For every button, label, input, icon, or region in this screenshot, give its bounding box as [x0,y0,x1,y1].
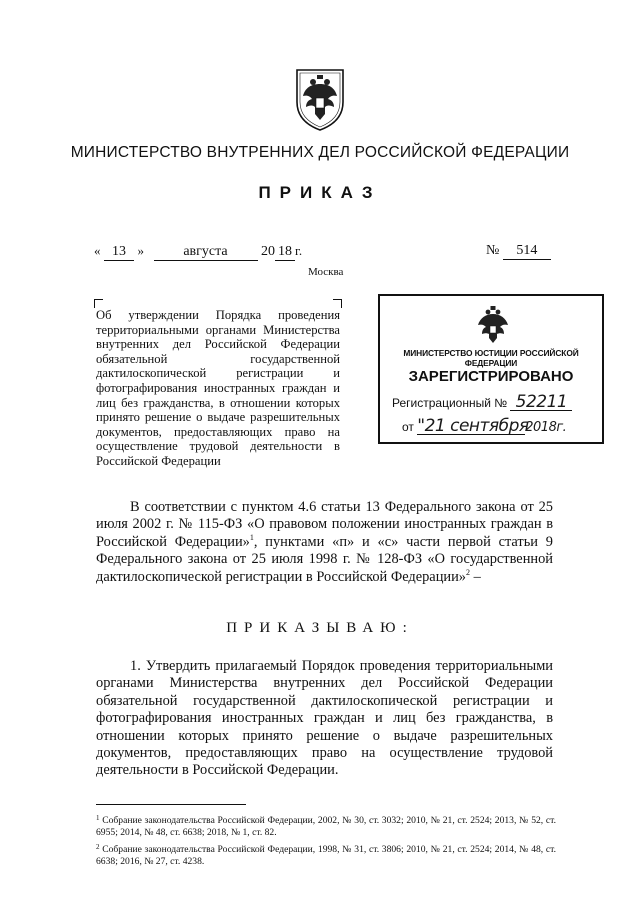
footnote-ref-1[interactable]: 1 [249,533,254,543]
coat-of-arms-icon [475,304,511,344]
order-number [486,243,551,260]
footnote-ref-2[interactable]: 2 [466,567,470,577]
bracket-top-right [333,299,342,308]
stamp-reg-label: Регистрационный № [392,396,508,410]
city-label: Москва [308,266,344,278]
coat-of-arms-icon [293,62,347,132]
order-word: ПРИКАЗЫВАЮ: [226,620,414,636]
preamble-text-end: – [470,568,481,585]
registration-stamp [378,294,604,444]
footnote-2-text: Собрание законодательства Российской Федерации, 1998, № 31, ст. 3806; 2010, № 21, ст. 2524; 2014, № 48, ст. 6638; 2016, № 27, ст. 4238. [96,843,556,868]
footnote-2-mark: 2 [96,842,100,851]
stamp-ministry: МИНИСТЕРСТВО ЮСТИЦИИ РОССИЙСКОЙ ФЕДЕРАЦИИ [403,348,579,368]
footnote-1 [96,812,556,840]
date-close-quote: » [137,243,144,258]
preamble-paragraph [96,499,553,586]
order-item-1 [96,658,553,780]
order-subject: Об утверждении Порядка проведения территориальными органами Министерства внутренних дел Российской Федерации обязательной государственной дактилоскопической регистрации и фотографирования иностранных граждан и лиц без гражданства, в отношении которых принято решение о выдаче разрешительных документов, предоставляющих право на осуществление трудовой деятельности в Российской Федерации [96,308,340,468]
stamp-date-handwritten: "21 сентября [417,416,529,436]
stamp-registered: ЗАРЕГИСТРИРОВАНО [408,368,574,385]
preamble-text-main: В соответствии с пунктом 4.6 статьи 13 Федерального закона от 25 июля 2002 г. № 115-ФЗ «О правовом положении иностранных граждан в Российской Федерации» [96,499,553,550]
footnote-1-mark: 1 [96,814,100,822]
stamp-registration-date [402,418,566,435]
date-year-suffix: 18 [275,244,295,261]
stamp-date-label: от [402,420,414,434]
order-date [94,243,302,261]
date-year-abbr: г. [295,243,303,258]
preamble-text-mid: , пунктами «п» и «с» части первой статьи 9 Федерального закона от 25 июля 1998 г. № 128-ФЗ «О государственной дактилоскопической регистрации в Российской Федерации» [96,533,553,585]
footnote-divider [96,804,246,805]
stamp-reg-number: 52211 [510,394,572,411]
footnote-1-text: Собрание законодательства Российской Федерации, 2002, № 30, ст. 3032; 2010, № 21, ст. 2524; 2013, № 52, ст. 6955; 2014, № 48, ст. 6638; 2018, № 1, ст. 82. [96,815,556,839]
order-number-label: № [486,243,500,258]
order-number-value: 514 [503,243,551,260]
date-year-prefix: 20 [261,244,275,259]
ministry-title: МИНИСТЕРСТВО ВНУТРЕННИХ ДЕЛ РОССИЙСКОЙ ФЕДЕРАЦИИ [70,144,570,161]
footnotes [96,812,556,870]
date-day: 13 [104,244,134,261]
bracket-top-left [94,299,103,308]
footnote-2 [96,841,556,869]
order-item-1-text: 1. Утвердить прилагаемый Порядок проведения территориальными органами Министерства внутренних дел Российской Федерации обязательной государственной дактилоскопической регистрации и фотографирования иностранных граждан и лиц без гражданства, в отношении которых принято решение о выдаче разрешительных документов, предоставляющих право на осуществление трудовой деятельности в Российской Федерации. [96,658,553,779]
stamp-date-year: 2018г. [525,420,567,435]
date-open-quote: « [94,243,101,258]
stamp-registration-number [392,394,572,411]
date-month: августа [154,244,258,261]
document-type-title: ПРИКАЗ [258,183,382,202]
